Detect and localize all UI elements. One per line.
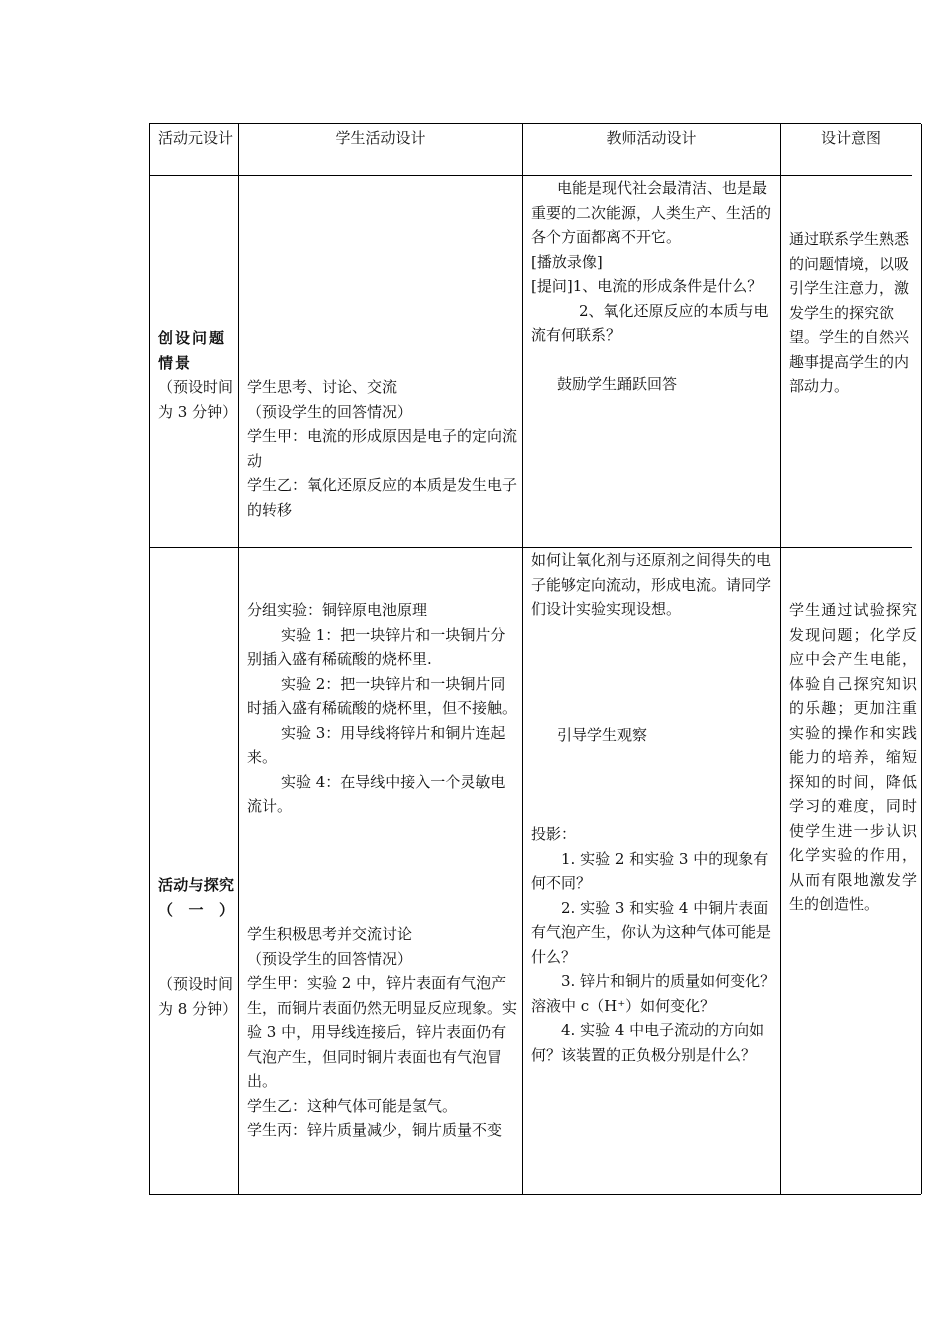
row2-student-line: （预设学生的回答情况）	[247, 949, 413, 968]
row1-teacher-line: [播放录像]	[531, 252, 603, 271]
row2-student-answers	[247, 922, 517, 1143]
row1-student-line: 学生乙：氧化还原反应的本质是发生电子的转移	[247, 476, 518, 519]
column-divider	[780, 124, 781, 1194]
row2-teacher-guide: 引导学生观察	[557, 726, 648, 744]
row2-activity-time: （预设时间为 8 分钟）	[158, 975, 238, 1018]
lesson-plan-table	[149, 123, 921, 1195]
row1-activity-time: （预设时间为 3 分钟）	[158, 378, 238, 421]
row1-activity-title: 创设问题情景	[158, 329, 227, 372]
row2-teacher-question: 4. 实验 4 中电子流动的方向如何？该装置的正负极分别是什么？	[531, 1021, 765, 1064]
header-activity: 活动元设计	[158, 129, 234, 147]
row1-intent: 通过联系学生熟悉的问题情境，以吸引学生注意力，激发学生的探究欲望。学生的自然兴趣事提高学生的内部动力。	[789, 230, 910, 395]
row1-student-line: （预设学生的回答情况）	[247, 402, 413, 421]
header-student: 学生活动设计	[335, 129, 426, 147]
row2-teacher-projection	[531, 822, 776, 1067]
column-divider	[238, 124, 239, 1194]
row1-teacher-line: 电能是现代社会最清洁、也是最重要的二次能源，人类生产、生活的各个方面都离不开它。	[531, 179, 772, 246]
row2-student-line: 学生丙：锌片质量减少，铜片质量不变	[247, 1121, 503, 1139]
row2-student-line: 学生甲：实验 2 中，锌片表面有气泡产生，而铜片表面仍然无明显反应现象。实验 3 中，用导线连接后，锌片表面仍有气泡产生，但同时铜片表面也有气泡冒出。	[247, 974, 518, 1090]
row1-teacher-line: 鼓励学生踊跃回答	[557, 374, 678, 393]
row2-student-experiments	[247, 598, 517, 819]
row2-projection-label: 投影：	[531, 825, 577, 843]
row1-student	[247, 375, 517, 522]
row2-student-line: 学生乙：这种气体可能是氢气。	[247, 1096, 458, 1115]
row1-student-line: 学生甲：电流的形成原因是电子的定向流动	[247, 427, 518, 470]
row2-teacher-question: 1. 实验 2 和实验 3 中的现象有何不同？	[531, 849, 769, 892]
row2-student-line: 实验 1：把一块锌片和一块铜片分别插入盛有稀硫酸的烧杯里.	[247, 625, 506, 668]
column-divider	[522, 124, 523, 1194]
column-divider	[921, 124, 922, 1194]
row2-intent: 学生通过试验探究发现问题；化学反应中会产生电能，体验自己探究知识的乐趣；更加注重实验的操作和实践能力的培养，缩短探知的时间，降低学习的难度，同时使学生进一步认识化学实验的作用，从而有限地激发学生的创造性。	[789, 601, 917, 913]
row2-teacher-question: 2. 实验 3 和实验 4 中铜片表面有气泡产生，你认为这种气体可能是什么？	[531, 898, 772, 966]
row1-student-line: 学生思考、讨论、交流	[247, 378, 398, 396]
row2-teacher-question: 3. 锌片和铜片的质量如何变化？溶液中 c（H⁺）如何变化？	[531, 972, 776, 1015]
row1-teacher	[531, 176, 776, 396]
header-intent: 设计意图	[820, 129, 881, 147]
row1-teacher-line: [提问]1、电流的形成条件是什么？	[531, 277, 763, 295]
row2-student-line: 学生积极思考并交流讨论	[247, 925, 413, 943]
row2-student-line: 实验 2：把一块锌片和一块铜片同时插入盛有稀硫酸的烧杯里，但不接触。	[247, 674, 518, 717]
header-teacher: 教师活动设计	[606, 129, 697, 147]
row2-student-line: 分组实验：铜锌原电池原理	[247, 601, 428, 619]
row2-student-line: 实验 4：在导线中接入一个灵敏电流计。	[247, 772, 506, 815]
row1-teacher-line: 2、氧化还原反应的本质与电流有何联系？	[531, 301, 769, 344]
row2-activity-title: 活动与探究（一）	[158, 876, 234, 919]
row2-student-line: 实验 3：用导线将锌片和铜片连起来。	[247, 723, 506, 766]
row2-teacher-intro: 如何让氧化剂与还原剂之间得失的电子能够定向流动，形成电流。请同学们设计实验实现设想。	[531, 551, 772, 618]
